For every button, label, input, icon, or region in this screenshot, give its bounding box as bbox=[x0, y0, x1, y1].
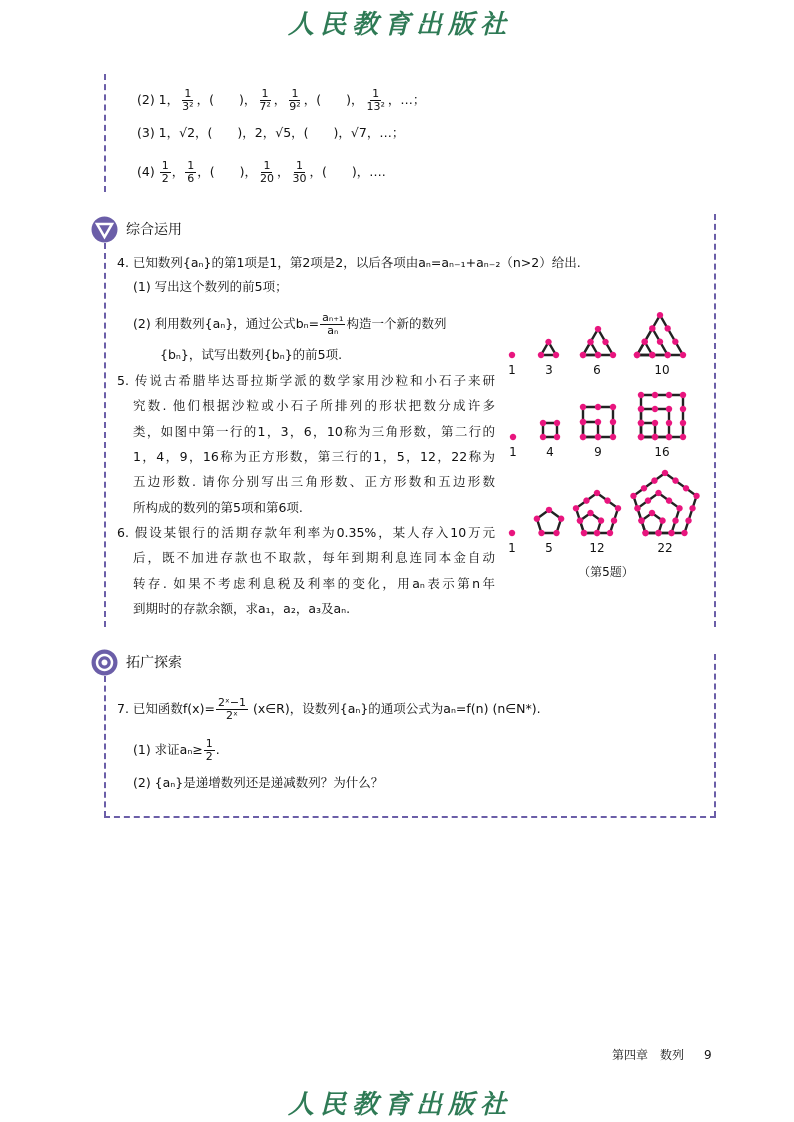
figure-dot bbox=[683, 485, 689, 491]
page-number: 9 bbox=[704, 1048, 712, 1062]
figure-dot bbox=[642, 530, 648, 536]
text-run: . bbox=[215, 742, 220, 757]
fraction: $\frac{\text{2ˣ−1}}{\text{2ˣ}}$ bbox=[217, 696, 247, 722]
figure-dot bbox=[649, 325, 655, 331]
figure-dot bbox=[510, 434, 516, 440]
question-6-line: 转存. 如果不考虑利息税及利率的变化，用aₙ表示第n年 bbox=[133, 575, 495, 591]
figure-dot bbox=[666, 497, 672, 503]
question-5-line: 所构成的数列的第5项和第6项. bbox=[133, 499, 303, 515]
figure-dot bbox=[534, 516, 540, 522]
figure-dot bbox=[693, 493, 699, 499]
section-title-exploration: 拓广探索 bbox=[126, 655, 182, 671]
figure-dot bbox=[538, 352, 544, 358]
figure-dot bbox=[652, 406, 658, 412]
figure-dot bbox=[610, 419, 616, 425]
question-5-line: 究数. 他们根据沙粒或小石子所排列的形状把数分成许多 bbox=[133, 398, 495, 414]
fraction: $\frac{1}{30}$ bbox=[292, 159, 307, 185]
figure-dot bbox=[558, 516, 564, 522]
figure-dot bbox=[638, 420, 644, 426]
figure-dot bbox=[681, 530, 687, 536]
text-run: ，…； bbox=[387, 92, 426, 107]
question-5-line: 类，如图中第一行的1，3，6，10称为三角形数，第二行的 bbox=[133, 423, 495, 439]
text-run: ，( )， bbox=[303, 92, 364, 107]
chapter-label: 第四章 数列 bbox=[612, 1048, 685, 1062]
text-run: ， bbox=[276, 164, 290, 179]
figure-dot bbox=[641, 485, 647, 491]
figure-dot bbox=[587, 510, 593, 516]
figure-dot bbox=[664, 325, 670, 331]
triangle-number-label: 3 bbox=[545, 363, 553, 377]
figure-dot bbox=[607, 530, 613, 536]
triangle-number-label: 1 bbox=[508, 363, 516, 377]
figure-dot bbox=[638, 434, 644, 440]
figure-dot bbox=[573, 505, 579, 511]
text-run: ， bbox=[171, 164, 185, 179]
figure-dot bbox=[634, 352, 640, 358]
figure-dot bbox=[580, 404, 586, 410]
figure-dot bbox=[553, 352, 559, 358]
border-right-s2 bbox=[714, 654, 716, 817]
figure-dot bbox=[540, 420, 546, 426]
figure-dot bbox=[672, 339, 678, 345]
pentagon-number-label: 1 bbox=[508, 541, 516, 555]
figure-dot bbox=[554, 434, 560, 440]
figure-dot bbox=[610, 404, 616, 410]
square-number-label: 4 bbox=[546, 445, 554, 459]
figure-dot bbox=[604, 497, 610, 503]
figure-dot bbox=[651, 477, 657, 483]
question-7 bbox=[117, 697, 541, 722]
text-run: ，( )， bbox=[196, 92, 257, 107]
page-footer bbox=[612, 1046, 712, 1063]
text-run: ，( )， bbox=[197, 164, 257, 179]
figure-edge bbox=[537, 510, 561, 533]
figure-dot bbox=[641, 339, 647, 345]
figure-dot bbox=[611, 517, 617, 523]
text-run: ，( )，…. bbox=[309, 164, 386, 179]
figure-dot bbox=[680, 420, 686, 426]
figure-dot bbox=[685, 517, 691, 523]
text-run: ， bbox=[273, 92, 287, 107]
figure-dot bbox=[580, 434, 586, 440]
figure-dot bbox=[689, 505, 695, 511]
text-run: 7. 已知函数f(x)= bbox=[117, 701, 215, 716]
figure-dot bbox=[577, 517, 583, 523]
question-7-part-1 bbox=[133, 738, 220, 763]
text-run: (2) {aₙ}是递增数列还是递减数列？为什么？ bbox=[133, 775, 384, 790]
figure-dot bbox=[645, 497, 651, 503]
figure-dot bbox=[595, 352, 601, 358]
text-run: (2) 1， bbox=[137, 92, 180, 107]
figure-dot bbox=[580, 352, 586, 358]
square-number-label: 16 bbox=[654, 445, 670, 459]
figure-dot bbox=[595, 419, 601, 425]
figure-dot bbox=[594, 490, 600, 496]
figure-dot bbox=[657, 312, 663, 318]
figure-edge bbox=[576, 493, 618, 533]
figure-dot bbox=[581, 530, 587, 536]
figure-dot bbox=[595, 434, 601, 440]
fraction: $\frac{1}{\text{7²}}$ bbox=[259, 87, 271, 113]
figure-dot bbox=[666, 434, 672, 440]
figure-dot bbox=[652, 392, 658, 398]
ring-dot-icon bbox=[91, 649, 118, 676]
figure-dot bbox=[509, 352, 515, 358]
figure-dot bbox=[680, 434, 686, 440]
text-run: (x∈R)，设数列{aₙ}的通项公式为aₙ=f(n) (n∈N*). bbox=[249, 701, 541, 716]
fraction: $\frac{1}{2}$ bbox=[205, 737, 213, 763]
figure-dot bbox=[662, 470, 668, 476]
fraction: $\frac{1}{\text{13²}}$ bbox=[366, 87, 385, 113]
text-run: 构造一个新的数列 bbox=[346, 316, 447, 331]
publisher-logo-top: 人民教育出版社 bbox=[288, 10, 513, 40]
figure-dot bbox=[657, 339, 663, 345]
figure-dot bbox=[634, 505, 640, 511]
figure-dot bbox=[676, 505, 682, 511]
figure-dot bbox=[610, 434, 616, 440]
pentagon-number-label: 22 bbox=[657, 541, 673, 555]
fraction: $\frac{1}{\text{9²}}$ bbox=[289, 87, 301, 113]
figure-dot bbox=[666, 392, 672, 398]
question-6-line: 6. 假设某银行的活期存款年利率为0.35%，某人存入10万元 bbox=[117, 525, 495, 540]
figure-edge bbox=[641, 395, 683, 437]
figure-dot bbox=[545, 339, 551, 345]
figure-dot bbox=[659, 517, 665, 523]
figure-dot bbox=[610, 352, 616, 358]
figure-dot bbox=[649, 510, 655, 516]
triangle-number-label: 10 bbox=[654, 363, 670, 377]
figure-dot bbox=[594, 530, 600, 536]
text-run: (1) 求证aₙ≥ bbox=[133, 742, 203, 757]
publisher-logo-bottom: 人民教育出版社 bbox=[288, 1090, 513, 1120]
figure-dot bbox=[672, 517, 678, 523]
text-run: (3) 1，√2，( )，2，√5，( )，√7，…； bbox=[137, 125, 405, 140]
text-run: (4) bbox=[137, 164, 159, 179]
figure-dot bbox=[666, 420, 672, 426]
triangle-number-label: 6 bbox=[593, 363, 601, 377]
figure-dot bbox=[652, 434, 658, 440]
figure-dot bbox=[649, 352, 655, 358]
figure-dot bbox=[664, 352, 670, 358]
figure-dot bbox=[680, 392, 686, 398]
fraction: $\frac{1}{\text{3²}}$ bbox=[182, 87, 194, 113]
figure-dot bbox=[666, 406, 672, 412]
figure-caption: （第5题） bbox=[578, 565, 634, 579]
figure-dot bbox=[583, 497, 589, 503]
fraction: $\frac{\text{aₙ₊₁}}{\text{aₙ}}$ bbox=[322, 311, 344, 337]
figure-dot bbox=[553, 530, 559, 536]
section-title-comprehensive: 综合运用 bbox=[126, 222, 182, 238]
figure-dot bbox=[587, 339, 593, 345]
figure-edge bbox=[637, 315, 683, 355]
question-7-part-2 bbox=[133, 775, 383, 791]
figure-dot bbox=[638, 517, 644, 523]
fraction: $\frac{1}{6}$ bbox=[187, 159, 195, 185]
figure-dot bbox=[638, 392, 644, 398]
figure-dot bbox=[546, 507, 552, 513]
figure-dot bbox=[630, 493, 636, 499]
figure-dot bbox=[615, 505, 621, 511]
border-left-s2 bbox=[104, 676, 106, 817]
figure-dot bbox=[655, 490, 661, 496]
question-5-line: 五边形数. 请你分别写出三角形数、正方形数和五边形数 bbox=[133, 474, 495, 490]
figure-dot bbox=[638, 406, 644, 412]
figure-dot bbox=[598, 517, 604, 523]
figure-dot bbox=[668, 530, 674, 536]
figure-dot bbox=[595, 404, 601, 410]
figure-dot bbox=[580, 419, 586, 425]
figure-dot bbox=[602, 339, 608, 345]
figure-dot bbox=[595, 326, 601, 332]
question-5-line: 5. 传说古希腊毕达哥拉斯学派的数学家用沙粒和小石子来研 bbox=[117, 373, 495, 388]
figure-dot bbox=[540, 434, 546, 440]
figure-dot bbox=[509, 530, 515, 536]
border-bottom bbox=[104, 816, 716, 818]
figure-dot bbox=[538, 530, 544, 536]
figure-dot bbox=[672, 477, 678, 483]
fraction: $\frac{1}{20}$ bbox=[259, 159, 274, 185]
figure-dot bbox=[680, 406, 686, 412]
figure-dot bbox=[680, 352, 686, 358]
question-5-line: 1，4，9，16称为正方形数，第三行的1，5，12，22称为 bbox=[133, 448, 495, 464]
question-6-line: 后，既不加进存款也不取款，每年到期利息连同本金自动 bbox=[133, 550, 495, 566]
figure-dot bbox=[652, 420, 658, 426]
text-run: {bₙ}，试写出数列{bₙ}的前5项. bbox=[160, 347, 343, 362]
text-run: 4. 已知数列{aₙ}的第1项是1，第2项是2，以后各项由aₙ=aₙ₋₁+aₙ₋₂（n>2）给出. bbox=[117, 255, 581, 270]
text-run: (2) 利用数列{aₙ}，通过公式bₙ= bbox=[133, 316, 320, 331]
fraction: $\frac{1}{2}$ bbox=[161, 159, 169, 185]
text-run: (1) 写出这个数列的前5项； bbox=[133, 279, 288, 294]
pentagon-number-label: 12 bbox=[589, 541, 605, 555]
question-6-line: 到期时的存款余额，求a₁，a₂，a₃及aₙ. bbox=[133, 600, 351, 616]
square-number-label: 9 bbox=[594, 445, 602, 459]
pentagon-number-label: 5 bbox=[545, 541, 553, 555]
square-number-label: 1 bbox=[509, 445, 517, 459]
figure-dot bbox=[655, 530, 661, 536]
figure-dot bbox=[554, 420, 560, 426]
